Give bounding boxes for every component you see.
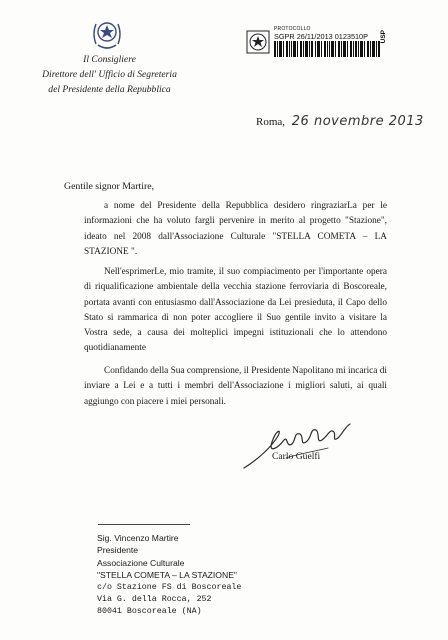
protocol-seal-icon: [246, 30, 270, 54]
addressee-line: Via G. della Rocca, 252: [97, 595, 212, 605]
letter-date: [256, 114, 424, 129]
addressee-line: Sig. Vincenzo Martire: [97, 533, 179, 543]
address-divider: [98, 524, 190, 525]
protocol-side-code: USP: [380, 30, 387, 44]
date-place: Roma,: [256, 116, 286, 128]
greeting: Gentile signor Martire,: [64, 181, 155, 192]
handwritten-signature: [242, 418, 352, 472]
office-line: Il Consigliere: [83, 54, 136, 65]
addressee-line: 80041 Boscoreale (NA): [97, 607, 202, 617]
office-heading: [22, 52, 197, 97]
protocol-number: SGPR 26/11/2013 0123510P: [274, 32, 368, 41]
protocol-stamp: [246, 26, 396, 62]
signer-name: Carlo Guelfi: [272, 451, 321, 462]
office-line: Direttore dell' Ufficio di Segreteria: [42, 69, 177, 80]
republic-emblem-icon: [90, 14, 124, 52]
date-handwritten: 26 novembre 2013: [291, 114, 424, 129]
protocol-label: PROTOCOLLO: [274, 26, 311, 32]
addressee-line: c/o Stazione FS di Boscoreale: [97, 582, 242, 592]
paragraph-text: Confidando della Sua comprensione, il Presidente Napolitano mi incarica di inviare a Lei e a tutti i membri dell'Associazione i migliori saluti, ai quali aggiungo con piacere i miei personali.: [84, 366, 387, 407]
addressee-line: Presidente: [97, 545, 139, 556]
body-paragraph: [84, 364, 387, 410]
office-line: del Presidente della Repubblica: [48, 84, 171, 95]
addressee-line: Associazione Culturale: [97, 557, 185, 568]
barcode-icon: [274, 41, 380, 57]
body-paragraph: [84, 199, 387, 260]
body-paragraph: [84, 265, 387, 357]
paragraph-text: Nell'esprimerLe, mio tramite, il suo compiacimento per l'importante opera di riqualificazione ambientale della vecchia stazione ferroviaria di Boscoreale, portata avanti con entusiasmo dall'Associazione da Lei presieduta, il Capo dello Stato si rammarica di non poter accogliere il Suo gentile invito a visitare la Vostra sede, a causa dei molteplici impegni istituzionali che lo attendono quotidianamente: [84, 267, 387, 354]
paragraph-text: a nome del Presidente della Repubblica desidero ringraziarLa per le informazioni che ha voluto fargli pervenire in merito al progetto "Stazione", ideato nel 2008 dall'Associazione Culturale "STELLA COMETA – LA STAZIONE ".: [84, 201, 387, 257]
addressee-line: "STELLA COMETA – LA STAZIONE": [97, 570, 237, 581]
addressee-block: [97, 532, 241, 619]
